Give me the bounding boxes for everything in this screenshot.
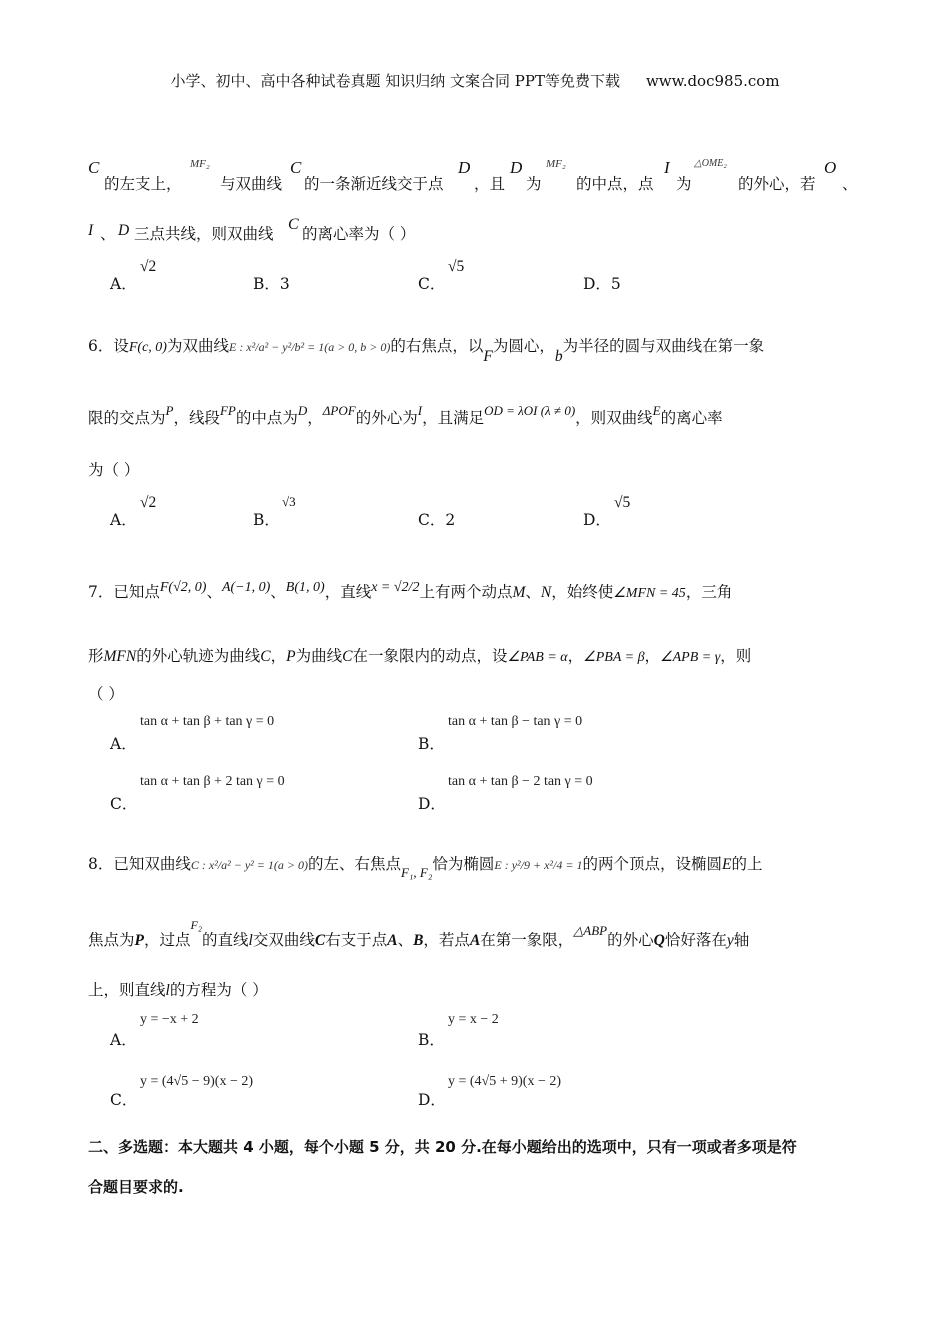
sym-A: A(−1, 0) bbox=[221, 580, 271, 595]
q8-option-d[interactable]: D． bbox=[418, 1091, 446, 1109]
sym-D-2: D bbox=[510, 158, 523, 177]
sym-F1F2: F₁, F₂ bbox=[400, 865, 433, 880]
sym-D-3: D bbox=[118, 222, 130, 239]
sym-F2: F₂ bbox=[190, 918, 203, 932]
sym-MF2: MF₂ bbox=[190, 158, 210, 170]
q6-text-9: 的外心为 bbox=[355, 409, 418, 427]
q8-text-15: 轴 bbox=[733, 931, 750, 949]
q5-text-8: 的外心，若 bbox=[738, 175, 816, 193]
sym-y: y bbox=[726, 932, 734, 949]
q5-text-9: 、 bbox=[842, 175, 858, 193]
q7-text-7: ，三角 bbox=[685, 583, 733, 601]
q6-line-2 bbox=[88, 403, 723, 428]
sym-O: O bbox=[824, 158, 837, 177]
q6-text-11: ，则双曲线 bbox=[575, 409, 653, 427]
q6-option-a-value: √2 bbox=[140, 494, 157, 511]
q6-text-7: 的中点为 bbox=[235, 409, 298, 427]
sym-l: l bbox=[248, 932, 253, 949]
q7-text-3: ，直线 bbox=[324, 583, 372, 601]
q8-text-11: ，若点 bbox=[423, 931, 470, 949]
sym-angle-PBA: ∠PBA = β bbox=[583, 650, 645, 665]
sym-C-q8: C bbox=[314, 932, 326, 949]
sym-FP: FP bbox=[219, 403, 236, 418]
sym-l-2: l bbox=[165, 982, 170, 999]
sym-hyperbola-E: E : x²/a² − y²/b² = 1(a > 0, b > 0) bbox=[228, 340, 391, 354]
sym-F-root2: F(√2, 0) bbox=[159, 580, 207, 595]
sym-MFN: MFN bbox=[103, 648, 137, 665]
q5-text-1: 的左支上， bbox=[104, 175, 182, 193]
q8-text-16: 上，则直线 bbox=[88, 981, 166, 999]
q6-text-6: ，线段 bbox=[173, 409, 220, 427]
header-url: www.doc985.com bbox=[645, 72, 780, 90]
q5-text-10: 、 bbox=[100, 225, 116, 243]
q7-option-b-math: tan α + tan β − tan γ = 0 bbox=[448, 714, 583, 729]
q6-option-d[interactable] bbox=[583, 508, 611, 530]
q8-text-17: 的方程为（ ） bbox=[169, 981, 268, 999]
q5-option-b[interactable]: B．3 bbox=[253, 275, 290, 293]
q8-text-4: 的上 bbox=[731, 855, 763, 873]
q7-text-10: ， bbox=[270, 647, 287, 665]
option-label: D． bbox=[583, 511, 611, 529]
q7-option-c[interactable]: C． bbox=[110, 795, 138, 813]
q6-option-d-value: √5 bbox=[614, 494, 631, 511]
q6-option-b-value: √3 bbox=[282, 494, 296, 509]
q7-text-15: ，则 bbox=[720, 647, 752, 665]
q8-text-3: 的两个顶点，设椭圆 bbox=[582, 855, 722, 873]
sym-C-q7: C bbox=[260, 648, 271, 665]
q8-option-a[interactable]: A． bbox=[110, 1031, 137, 1049]
page-header bbox=[0, 70, 950, 91]
section-2-heading-cont: 合题目要求的. bbox=[88, 1178, 184, 1196]
q5-text-11: 三点共线，则双曲线 bbox=[134, 225, 274, 243]
q7-text-4: 上有两个动点 bbox=[419, 583, 513, 601]
q7-line-2 bbox=[88, 644, 751, 666]
q6-option-b[interactable] bbox=[253, 508, 280, 530]
q8-option-d-math: y = (4√5 + 9)(x − 2) bbox=[448, 1074, 562, 1089]
q5-text-12: 的离心率为（ ） bbox=[302, 225, 416, 243]
sym-C-3: C bbox=[288, 216, 299, 233]
q7-text-5: 、 bbox=[525, 583, 541, 601]
sym-D: D bbox=[458, 158, 471, 177]
q6-option-a[interactable] bbox=[110, 508, 137, 530]
sym-D-q6: D bbox=[297, 403, 308, 418]
q7-option-d[interactable]: D． bbox=[418, 795, 446, 813]
q6-text-4: 为半径的圆与双曲线在第一象 bbox=[562, 337, 765, 355]
sym-b: b bbox=[554, 348, 563, 365]
q7-text-6: ，始终使 bbox=[551, 583, 614, 601]
sym-C-2: C bbox=[290, 158, 302, 177]
sym-hyperbola-C: C : x²/a² − y² = 1(a > 0) bbox=[190, 858, 308, 872]
sym-B-q8: B bbox=[413, 932, 424, 949]
sym-C-q7-2: C bbox=[342, 648, 353, 665]
q7-option-a[interactable]: A． bbox=[110, 735, 137, 753]
q8-text-6: ，过点 bbox=[143, 931, 191, 949]
q8-number: 8．已知双曲线 bbox=[88, 855, 191, 873]
sym-triangle-ABP: △ABP bbox=[573, 923, 608, 938]
q8-text-10: 、 bbox=[397, 931, 414, 949]
sym-A-q8: A bbox=[387, 932, 398, 949]
q8-line-1 bbox=[88, 852, 763, 880]
sym-MF2-2: MF₂ bbox=[546, 158, 566, 170]
q7-line-1 bbox=[88, 580, 732, 602]
q5-text-4: ，且 bbox=[474, 175, 506, 193]
q8-option-b[interactable]: B． bbox=[418, 1031, 445, 1049]
q6-text-3: 为圆心， bbox=[492, 337, 555, 355]
q5-text-3: 的一条渐近线交于点 bbox=[304, 175, 444, 193]
sym-POF: ΔPOF bbox=[322, 403, 356, 418]
q7-option-c-math: tan α + tan β + 2 tan γ = 0 bbox=[140, 774, 285, 789]
q7-text-13: ， bbox=[567, 647, 584, 665]
q8-option-a-math: y = −x + 2 bbox=[140, 1012, 199, 1027]
section-2-heading: 二、多选题：本大题共 4 小题，每个小题 5 分，共 20 分.在每小题给出的选项中，只有一项或者多项是符 bbox=[88, 1138, 797, 1156]
q7-text-12: 在一象限内的动点，设 bbox=[352, 647, 508, 665]
q6-text-2: 的右焦点，以 bbox=[390, 337, 484, 355]
sym-I-2: I bbox=[88, 222, 94, 239]
sym-I: I bbox=[664, 158, 670, 177]
option-label: A． bbox=[110, 275, 137, 293]
option-label: C． bbox=[418, 275, 446, 293]
q5-option-a-value: √2 bbox=[140, 258, 157, 275]
q7-option-d-math: tan α + tan β − 2 tan γ = 0 bbox=[448, 774, 593, 789]
q8-text-5: 焦点为 bbox=[88, 931, 135, 949]
q6-option-c[interactable]: C．2 bbox=[418, 511, 456, 529]
q6-number: 6．设 bbox=[88, 337, 129, 355]
q8-text-14: 恰好落在 bbox=[664, 931, 727, 949]
q5-text-6: 的中点，点 bbox=[576, 175, 654, 193]
q7-option-a-math: tan α + tan β + tan γ = 0 bbox=[140, 714, 275, 729]
sym-E-q8: E bbox=[721, 856, 732, 873]
sym-P-q7: P bbox=[286, 648, 296, 665]
sym-I-q6: I bbox=[417, 403, 423, 418]
q5-text-5: 为 bbox=[526, 175, 542, 193]
sym-B: B(1, 0) bbox=[285, 580, 325, 595]
q8-text-1: 的左、右焦点 bbox=[307, 855, 401, 873]
q5-option-c[interactable] bbox=[418, 272, 445, 294]
q7-text-14: ， bbox=[644, 647, 661, 665]
q5-text-7: 为 bbox=[676, 175, 692, 193]
q6-text-12: 的离心率 bbox=[660, 409, 723, 427]
sym-Q: Q bbox=[653, 932, 665, 949]
sym-M: M bbox=[512, 584, 526, 601]
q7-option-b[interactable]: B． bbox=[418, 735, 445, 753]
sym-x-line: x = √2/2 bbox=[371, 580, 420, 595]
q7-text-11: 为曲线 bbox=[295, 647, 343, 665]
q7-number: 7．已知点 bbox=[88, 583, 160, 601]
q8-text-12: 在第一象限， bbox=[480, 931, 574, 949]
sym-Fc0: F(c, 0) bbox=[128, 340, 167, 355]
q7-text-9: 的外心轨迹为曲线 bbox=[136, 647, 261, 665]
sym-OME2: △OME₂ bbox=[694, 158, 727, 169]
sym-angle-PAB: ∠PAB = α bbox=[507, 650, 568, 665]
q6-line-3: 为（ ） bbox=[88, 461, 140, 479]
option-label: B． bbox=[253, 511, 280, 529]
sym-P-q8: P bbox=[134, 932, 144, 949]
sym-N: N bbox=[540, 584, 552, 601]
sym-angle-APB: ∠APB = γ bbox=[660, 650, 721, 665]
q7-line-3: （ ） bbox=[88, 685, 124, 703]
q6-text-5: 限的交点为 bbox=[88, 409, 166, 427]
sym-E: E bbox=[652, 403, 661, 418]
q8-text-13: 的外心 bbox=[607, 931, 654, 949]
q6-text-10: ，且满足 bbox=[422, 409, 485, 427]
option-label: A． bbox=[110, 511, 137, 529]
q7-text-1: 、 bbox=[206, 583, 222, 601]
q6-text-8: ， bbox=[307, 409, 323, 427]
sym-OD: OD = λOI (λ ≠ 0) bbox=[484, 403, 576, 418]
q6-line-1 bbox=[88, 334, 765, 365]
sym-angle-MFN: ∠MFN = 45 bbox=[613, 586, 686, 601]
q5-option-d[interactable]: D．5 bbox=[583, 275, 621, 293]
sym-ellipse-E: E : y²/9 + x²/4 = 1 bbox=[494, 858, 583, 872]
q8-option-c[interactable]: C． bbox=[110, 1091, 138, 1109]
q8-text-2: 恰为椭圆 bbox=[432, 855, 495, 873]
sym-F: F bbox=[483, 348, 493, 365]
sym-P: P bbox=[165, 403, 174, 418]
q7-text-8: 形 bbox=[88, 647, 104, 665]
q5-text-2: 与双曲线 bbox=[220, 175, 283, 193]
q8-text-7: 的直线 bbox=[202, 931, 249, 949]
q7-text-2: 、 bbox=[270, 583, 286, 601]
q6-text-1: 为双曲线 bbox=[166, 337, 229, 355]
q8-text-9: 右支于点 bbox=[325, 931, 388, 949]
header-text: 小学、初中、高中各种试卷真题 知识归纳 文案合同 PPT等免费下载 bbox=[170, 72, 620, 90]
q8-line-3 bbox=[88, 978, 268, 1000]
sym-A-q8-2: A bbox=[469, 932, 481, 949]
sym-C: C bbox=[88, 158, 100, 177]
q8-option-b-math: y = x − 2 bbox=[448, 1012, 499, 1027]
q8-text-8: 交双曲线 bbox=[252, 931, 315, 949]
q5-option-a[interactable] bbox=[110, 272, 137, 294]
q5-option-c-value: √5 bbox=[448, 258, 465, 275]
q8-option-c-math: y = (4√5 − 9)(x − 2) bbox=[140, 1074, 254, 1089]
q8-line-2 bbox=[88, 918, 750, 950]
